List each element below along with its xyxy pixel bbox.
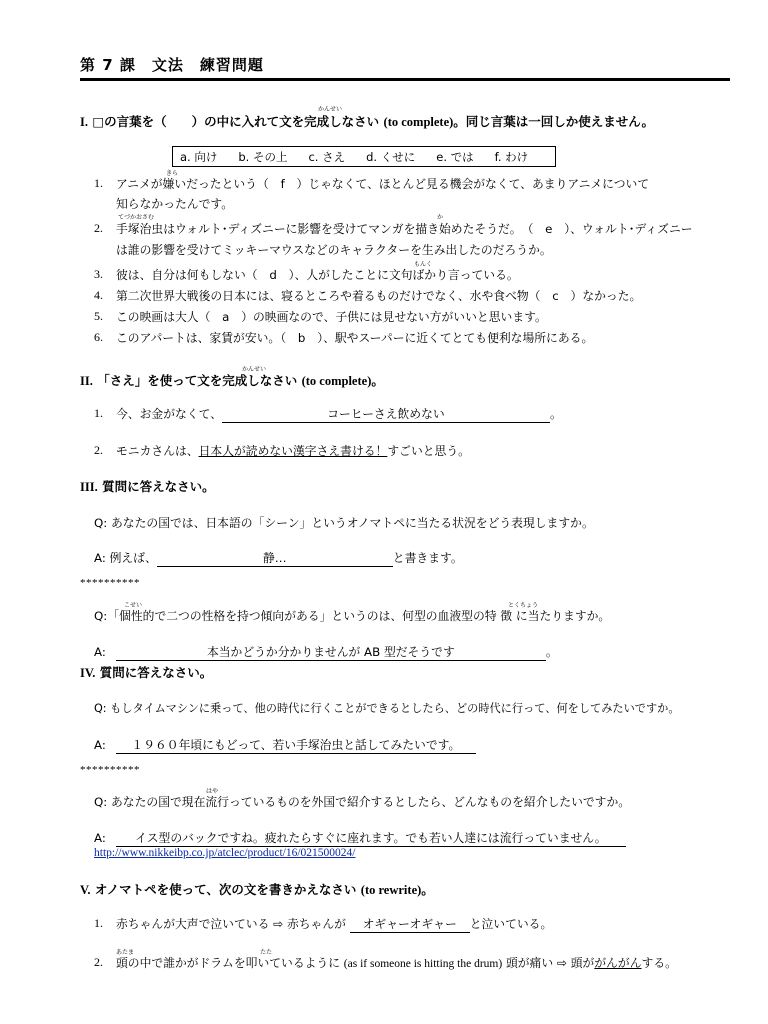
ruby-atama: あたま <box>116 949 135 956</box>
section-3-heading <box>80 477 215 495</box>
separator-stars: ********** <box>80 764 140 776</box>
exercise-sentence-cont: 知らなかったんです。 <box>116 197 234 211</box>
answer-blank: イス型のバックですね。疲れたらすぐに座れます。でも若い人達には流行っていません。 <box>116 829 626 847</box>
ruby-kosei: こせい <box>124 602 143 609</box>
exercise-line <box>116 954 677 971</box>
sentence-prefix: 今、お金がなくて、 <box>116 407 222 421</box>
word-choice-box <box>172 146 556 167</box>
exercise-sentence: 第二次世界大戦後の日本には、寝るところや着るものだけでなく、水や食べ物（ c ）なかった。 <box>116 289 642 303</box>
item-number: 2. <box>94 221 103 235</box>
item-number: 6. <box>94 330 103 344</box>
exercise-line <box>116 405 562 423</box>
section-2-instruction-en: (to complete) <box>301 374 372 388</box>
exercise-sentence: このアパートは、家賃が安い。（ b ）、駅やスーパーに近くてとても便利な場所にある。 <box>116 331 594 345</box>
item-number: 4. <box>94 288 103 302</box>
answer-blank: 日本人が読めない漢字さえ書ける！ <box>198 444 388 458</box>
exercise-sentence: アニメが嫌いだったという（ f ）じゃなくて、ほとんど見る機会がなくて、あまりアニメについて <box>116 177 650 191</box>
answer-blank: 本当かどうか分かりませんが AB 型だそうです <box>116 643 546 661</box>
ruby-tokucho: とくちょう <box>508 602 539 609</box>
answer-blank: オギャーオギャー <box>350 915 470 933</box>
page-title: 第 7 課 文法 練習問題 <box>80 56 264 74</box>
section-2-instruction-tail: 。 <box>371 373 384 388</box>
answer-prefix: A: <box>94 831 106 845</box>
question-text: Q: あなたの国では、日本語の「シーン」というオノマトペに当たる状況をどう表現しますか。 <box>94 516 594 530</box>
reference-link[interactable]: http://www.nikkeibp.co.jp/atclec/product/16/021500024/ <box>94 847 356 859</box>
sentence-prefix: 頭の中で誰かがドラムを叩いているように <box>116 956 341 970</box>
item-number: 2. <box>94 443 103 457</box>
answer-suffix: 。 <box>545 645 558 659</box>
section-1-number: I. <box>80 115 88 129</box>
section-5-heading <box>80 880 434 898</box>
answer-blank: がんがん <box>594 956 642 970</box>
question-text: Q:「個性的で二つの性格を持つ傾向がある」というのは、何型の血液型の特 徴 に当たりますか。 <box>94 609 611 623</box>
section-4-heading <box>80 663 212 681</box>
sentence-prefix: モニカさんは、 <box>116 444 199 458</box>
ruby-ka: か <box>437 214 444 221</box>
sentence-middle: 赤ちゃんが <box>286 917 346 931</box>
item-number: 2. <box>94 955 103 969</box>
section-2-instruction: 「さえ」を使って文を完成しなさい <box>97 373 298 388</box>
answer-blank: １９６０年頃にもどって、若い手塚治虫と話してみたいです。 <box>116 736 476 754</box>
answer-prefix: A: <box>94 645 106 659</box>
choice-e: e. では <box>436 149 474 164</box>
ruby-kirai: きら <box>166 170 179 177</box>
item-number: 1. <box>94 406 103 420</box>
choice-a: a. 向け <box>180 149 218 164</box>
choice-d: d. くせに <box>366 149 416 164</box>
answer-line <box>94 829 626 847</box>
section-1-heading <box>80 112 654 130</box>
sentence-middle: 頭が痛い <box>505 956 554 970</box>
answer-blank: コーヒーさえ飲めない <box>222 405 550 423</box>
sentence-english-gloss: (as if someone is hitting the drum) <box>343 958 503 970</box>
answer-prefix: A: 例えば、 <box>94 551 157 565</box>
ruby-kansei-2: かんせい <box>242 366 267 373</box>
title-rule <box>80 78 730 81</box>
sentence-suffix: すごいと思う。 <box>387 444 470 458</box>
ruby-tezuka: てづかおさむ <box>118 214 155 221</box>
section-5-number: V. <box>80 883 91 897</box>
choice-b: b. その上 <box>238 149 288 164</box>
sentence-suffix: する。 <box>641 956 677 970</box>
ruby-hayatte: はや <box>206 788 219 795</box>
section-2-number: II. <box>80 374 93 388</box>
section-5-instruction-en: (to rewrite) <box>360 883 422 897</box>
item-number: 5. <box>94 309 103 323</box>
sentence-suffix: と泣いている。 <box>469 917 553 931</box>
exercise-line <box>116 442 470 459</box>
section-4-number: IV. <box>80 666 96 680</box>
exercise-line <box>116 915 552 933</box>
item-number: 1. <box>94 176 103 190</box>
arrow-right-icon: ⇨ <box>273 917 284 931</box>
separator-stars: ********** <box>80 577 140 589</box>
ruby-monku: もんく <box>414 261 433 268</box>
section-3-instruction: 質問に答えなさい。 <box>102 479 215 494</box>
answer-prefix: A: <box>94 738 106 752</box>
section-5-instruction: オノマトペを使って、次の文を書きかえなさい <box>94 882 357 897</box>
exercise-sentence-cont: は誰の影響を受けてミッキーマウスなどのキャラクターを生み出したのだろうか。 <box>116 243 552 257</box>
exercise-sentence: 彼は、自分は何もしない（ d ）、人がしたことに文句ばかり言っている。 <box>116 268 519 282</box>
exercise-sentence: この映画は大人（ a ）の映画なので、子供には見せない方がいいと思います。 <box>116 310 547 324</box>
section-3-number: III. <box>80 480 98 494</box>
section-1-instruction: □の言葉を（ ）の中に入れて文を完成しなさい <box>92 114 380 129</box>
sentence-middle-2: 頭が <box>570 956 595 970</box>
arrow-right-icon: ⇨ <box>556 956 567 970</box>
sentence-suffix: 。 <box>549 407 562 421</box>
ruby-kansei-1: かんせい <box>318 106 343 113</box>
answer-blank: 静… <box>157 549 393 567</box>
answer-line <box>94 736 476 754</box>
question-text: Q: もしタイムマシンに乗って、他の時代に行くことができるとしたら、どの時代に行って、何をしてみたいですか。 <box>94 702 680 715</box>
choice-f: f. わけ <box>494 149 529 164</box>
answer-line <box>94 643 558 661</box>
choice-c: c. さえ <box>308 149 346 164</box>
sentence-prefix: 赤ちゃんが大声で泣いている <box>116 917 270 931</box>
ruby-tata: たた <box>260 949 273 956</box>
section-2-heading <box>80 371 384 389</box>
item-number: 3. <box>94 267 103 281</box>
section-4-instruction: 質問に答えなさい。 <box>99 665 213 680</box>
answer-line <box>94 549 463 567</box>
section-5-instruction-tail: 。 <box>421 882 434 897</box>
answer-suffix: と書きます。 <box>392 551 463 565</box>
section-1-instruction-tail: 。同じ言葉は一回しか使えません。 <box>453 114 655 129</box>
exercise-sentence: 手塚治虫はウォルト･ディズニーに影響を受けてマンガを描き始めたそうだ。 （ e ）、ウォルト･ディズニー <box>116 222 693 236</box>
section-1-instruction-en: (to complete) <box>383 115 454 129</box>
question-text: Q: あなたの国で現在流行っているものを外国で紹介するとしたら、どんなものを紹介したいですか。 <box>94 795 631 809</box>
item-number: 1. <box>94 916 103 930</box>
